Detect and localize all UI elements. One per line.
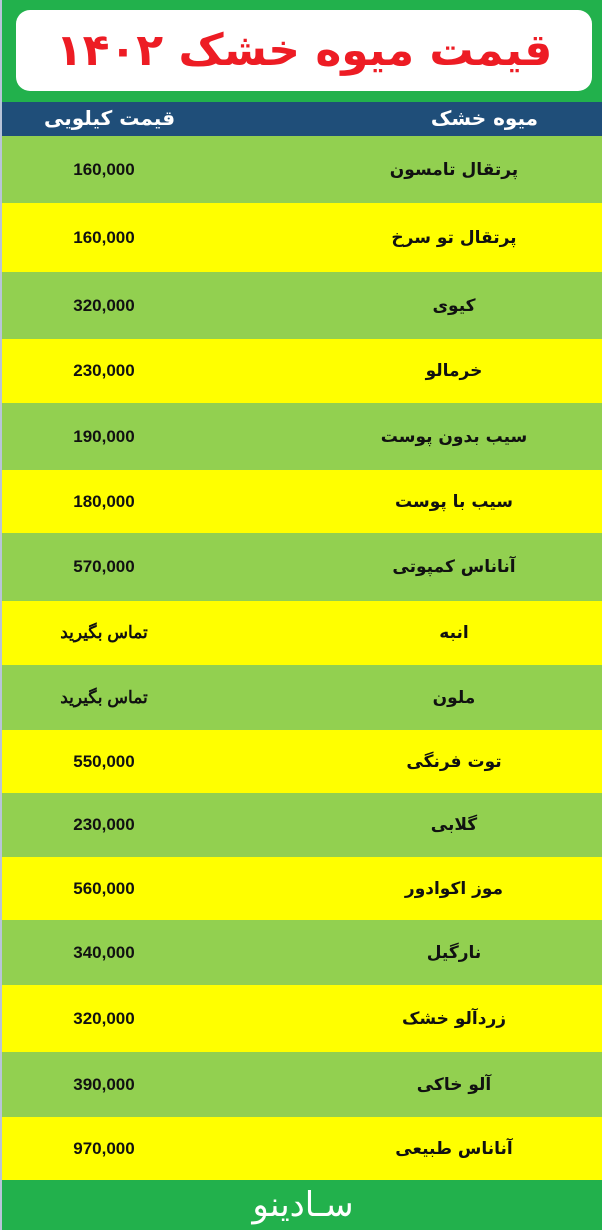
fruit-name: سیب بدون پوست (380, 426, 528, 447)
price-per-kg: 320,000 (73, 295, 135, 315)
price-per-kg: 180,000 (73, 491, 135, 511)
table-row (2, 857, 602, 920)
table-row (2, 1117, 602, 1180)
price-per-kg: 230,000 (73, 361, 135, 380)
fruit-name: کیوی (432, 295, 476, 316)
column-header-price: قیمت کیلویی (44, 106, 176, 130)
price-per-kg: 970,000 (73, 1138, 135, 1158)
price-per-kg: 160,000 (73, 227, 135, 247)
price-per-kg: 320,000 (73, 1008, 135, 1028)
fruit-name: آلو خاکی (416, 1074, 492, 1095)
fruit-name: توت فرنگی (406, 751, 502, 772)
table-row (2, 601, 602, 665)
fruit-name: زردآلو خشک (401, 1008, 507, 1029)
price-per-kg: 390,000 (73, 1074, 135, 1094)
fruit-name: آناناس کمپوتی (392, 557, 516, 577)
fruit-name: ملون (432, 687, 476, 708)
table-row (2, 136, 602, 203)
column-header-row (2, 102, 602, 136)
table-row (2, 403, 602, 470)
fruit-name: آناناس طبیعی (395, 1138, 513, 1159)
price-per-kg: 550,000 (73, 751, 135, 771)
table-row (2, 730, 602, 793)
title-box (16, 10, 592, 91)
fruit-name: پرتقال تامسون (389, 159, 519, 180)
fruit-name: پرتقال تو سرخ (391, 227, 517, 248)
table-row (2, 339, 602, 403)
price-per-kg: 560,000 (73, 878, 135, 898)
price-per-kg: تماس بگیرید (60, 623, 148, 642)
fruit-name: انبه (439, 623, 469, 643)
price-per-kg: 340,000 (73, 942, 135, 962)
fruit-name: موز اکوادور (404, 878, 504, 899)
fruit-name: خرمالو (425, 361, 483, 381)
fruit-name: گلابی (430, 815, 478, 835)
price-per-kg: 570,000 (73, 557, 135, 576)
page-title: قیمت میوه خشک ۱۴۰۲ (55, 25, 553, 76)
table-row (2, 533, 602, 601)
table-row (2, 1052, 602, 1117)
table-row (2, 920, 602, 985)
table-row (2, 665, 602, 730)
table-row (2, 470, 602, 533)
fruit-name: سیب با پوست (394, 491, 513, 512)
table-row (2, 272, 602, 339)
price-table (2, 136, 602, 1180)
table-row (2, 793, 602, 857)
table-row (2, 203, 602, 272)
price-per-kg: 230,000 (73, 815, 135, 834)
footer-brand-band (2, 1180, 602, 1230)
price-per-kg: تماس بگیرید (60, 687, 148, 707)
table-row (2, 985, 602, 1052)
price-per-kg: 190,000 (73, 426, 135, 446)
fruit-name: نارگیل (426, 942, 482, 963)
column-header-fruit: میوه خشک (430, 106, 538, 130)
header-band (2, 0, 602, 102)
price-per-kg: 160,000 (73, 159, 135, 179)
brand-name: سـادینو (252, 1185, 354, 1225)
